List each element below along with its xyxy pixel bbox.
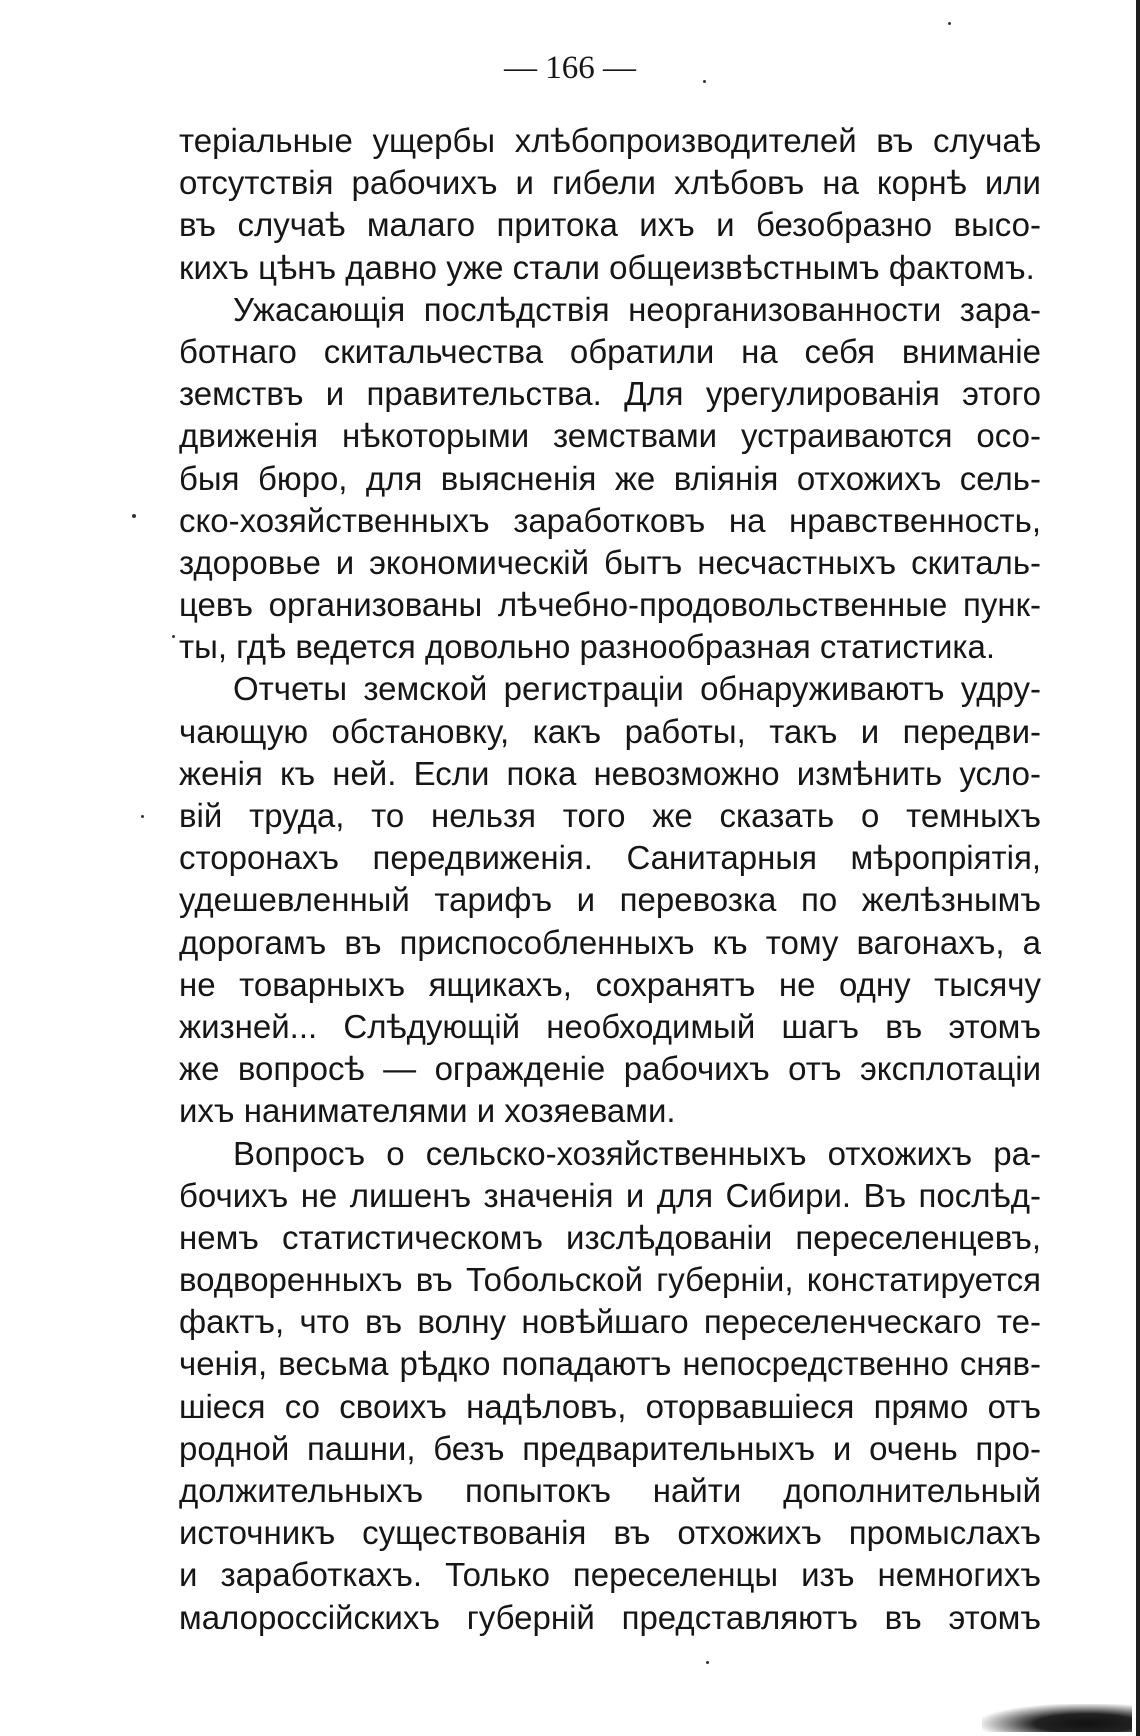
- text-line: цевъ организованы лѣчебно-продовольственные пунк-: [179, 586, 1041, 624]
- text-line: не товарныхъ ящикахъ, сохранятъ не одну тысячу: [179, 965, 1041, 1003]
- text-line: земствъ и правительства. Для урегулированія этого: [179, 375, 1041, 413]
- text-line: должительныхъ попытокъ найти дополнительный: [179, 1472, 1041, 1509]
- dust-speck: [132, 514, 136, 518]
- text-line: Вопросъ о сельско-хозяйственныхъ отхожихъ ра-: [233, 1134, 1041, 1172]
- text-line: теріальные ущербы хлѣбопроизводителей въ случаѣ: [179, 122, 1041, 159]
- text-line: бочихъ не лишенъ значенія и для Сибири. Въ послѣд-: [179, 1176, 1041, 1214]
- text-line: ты, гдѣ ведется довольно разнообразная статистика.: [179, 628, 996, 666]
- text-line: сторонахъ передвиженія. Санитарныя мѣропріятія,: [179, 839, 1041, 877]
- body-text: [179, 120, 1041, 1639]
- text-line: и заработкахъ. Только переселенцы изъ немногихъ: [179, 1556, 1041, 1594]
- dust-speck: [948, 22, 951, 25]
- text-line: жизней... Слѣдующій необходимый шагъ въ этомъ: [179, 1007, 1041, 1045]
- text-line: движенія нѣкоторыми земствами устраиваются осо-: [179, 417, 1041, 455]
- text-line: водворенныхъ въ Тобольской губерніи, констатируется: [179, 1261, 1041, 1299]
- text-line: ихъ нанимателями и хозяевами.: [179, 1092, 676, 1130]
- dust-speck: [141, 815, 144, 818]
- dust-speck: [703, 80, 706, 83]
- text-line: отсутствія рабочихъ и гибели хлѣбовъ на корнѣ или: [179, 164, 1041, 202]
- text-line: Отчеты земской регистраціи обнаруживаютъ удру-: [233, 670, 1041, 708]
- text-line: ботнаго скитальчества обратили на себя вниманіе: [179, 332, 1041, 370]
- text-line: фактъ, что въ волну новѣйшаго переселенческаго те-: [179, 1303, 1041, 1341]
- page-edge-shadow: [1136, 0, 1140, 1736]
- ink-smudge: [982, 1704, 1132, 1732]
- text-line: дорогамъ въ приспособленныхъ къ тому вагонахъ, а: [179, 923, 1041, 961]
- text-line: источникъ существованія въ отхожихъ промыслахъ: [179, 1514, 1041, 1552]
- dust-speck: [172, 635, 175, 638]
- text-line: Ужасающія послѣдствія неорганизованности зара-: [233, 290, 1041, 328]
- text-line: здоровье и экономическій бытъ несчастныхъ скиталь-: [179, 543, 1041, 581]
- text-line: вій труда, то нельзя того же сказать о темныхъ: [179, 797, 1041, 834]
- dust-speck: [706, 1661, 709, 1664]
- text-line: кихъ цѣнъ давно уже стали общеизвѣстнымъ фактомъ.: [179, 248, 1035, 286]
- text-line: шіеся со своихъ надѣловъ, оторвавшіеся прямо отъ: [179, 1387, 1041, 1425]
- text-line: женія къ ней. Если пока невозможно измѣнить усло-: [179, 754, 1041, 792]
- text-line: ченія, весьма рѣдко попадаютъ непосредственно сняв-: [179, 1345, 1041, 1383]
- text-line: быя бюро, для выясненія же вліянія отхожихъ сель-: [179, 459, 1041, 497]
- page-number: — 166 —: [504, 50, 636, 86]
- text-line: ско-хозяйственныхъ заработковъ на нравственность,: [179, 501, 1041, 539]
- text-line: немъ статистическомъ изслѣдованіи переселенцевъ,: [179, 1218, 1041, 1256]
- text-line: малороссійскихъ губерній представляютъ въ этомъ: [179, 1598, 1041, 1636]
- text-line: удешевленный тарифъ и перевозка по желѣзнымъ: [179, 881, 1041, 919]
- text-line: же вопросѣ — огражденіе рабочихъ отъ эксплотаціи: [179, 1050, 1041, 1088]
- text-line: въ случаѣ малаго притока ихъ и безобразно высо-: [179, 206, 1041, 244]
- text-line: родной пашни, безъ предварительныхъ и очень про-: [179, 1429, 1041, 1467]
- text-line: чающую обстановку, какъ работы, такъ и передви-: [179, 712, 1041, 750]
